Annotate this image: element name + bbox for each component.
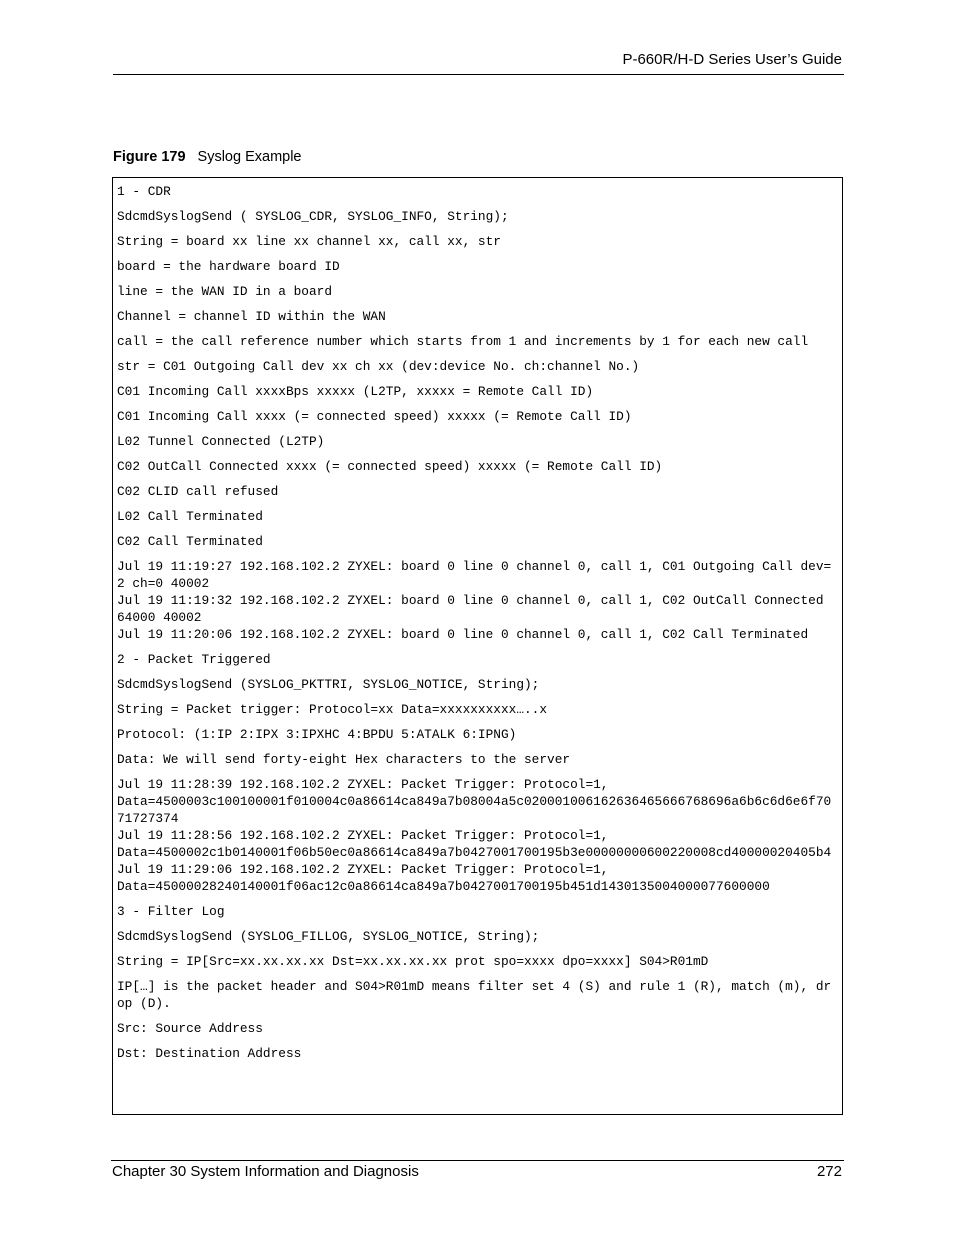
code-line: C02 OutCall Connected xxxx (= connected speed) xxxxx (= Remote Call ID): [117, 459, 663, 474]
code-line: line = the WAN ID in a board: [117, 284, 333, 299]
code-line: String = board xx line xx channel xx, call xx, str: [117, 234, 501, 249]
code-line: L02 Call Terminated: [117, 509, 263, 524]
code-line: 3 - Filter Log: [117, 904, 225, 919]
figure-caption: [113, 149, 302, 165]
code-line: Data: We will send forty-eight Hex characters to the server: [117, 752, 571, 767]
code-line: Channel = channel ID within the WAN: [117, 309, 386, 324]
code-line: Src: Source Address: [117, 1021, 263, 1036]
code-line: String = Packet trigger: Protocol=xx Data=xxxxxxxxxx…..x: [117, 702, 548, 717]
code-line: call = the call reference number which starts from 1 and increments by 1 for each new call: [117, 334, 809, 349]
code-line: Jul 19 11:19:27 192.168.102.2 ZYXEL: board 0 line 0 channel 0, call 1, C01 Outgoing Call dev=2 ch=0 40002 Jul 19 11:19:32 192.168.102.2 ZYXEL: board 0 line 0 channel 0, call 1, C02 OutCall Connected 64000 40002 Jul 19 11:20:06 192.168.102.2 ZYXEL: board 0 line 0 channel 0, call 1, C02 Call Terminated: [117, 559, 832, 642]
chapter-title: Chapter 30 System Information and Diagnosis: [112, 1163, 419, 1180]
code-line: SdcmdSyslogSend ( SYSLOG_CDR, SYSLOG_INFO, String);: [117, 209, 509, 224]
syslog-code-box: [112, 177, 843, 1115]
figure-title: Syslog Example: [197, 149, 302, 165]
code-line: IP[…] is the packet header and S04>R01mD means filter set 4 (S) and rule 1 (R), match (m), drop (D).: [117, 979, 832, 1011]
code-line: C02 Call Terminated: [117, 534, 263, 549]
code-line: String = IP[Src=xx.xx.xx.xx Dst=xx.xx.xx.xx prot spo=xxxx dpo=xxxx] S04>R01mD: [117, 954, 709, 969]
code-line: board = the hardware board ID: [117, 259, 340, 274]
code-line: Jul 19 11:28:39 192.168.102.2 ZYXEL: Packet Trigger: Protocol=1, Data=4500003c100100001f010004c0a86614ca849a7b08004a5c020001006162636465666768696a6b6c6d6e6f7071727374 Jul 19 11:28:56 192.168.102.2 ZYXEL: Packet Trigger: Protocol=1, Data=4500002c1b0140001f06b50ec0a86614ca849a7b0427001700195b3e00000000600220008cd40000020405b4 Jul 19 11:29:06 192.168.102.2 ZYXEL: Packet Trigger: Protocol=1, Data=45000028240140001f06ac12c0a86614ca849a7b0427001700195b451d1430135004000077600000: [117, 777, 832, 894]
page-footer: [111, 1160, 844, 1185]
code-line: L02 Tunnel Connected (L2TP): [117, 434, 325, 449]
code-line: C01 Incoming Call xxxx (= connected speed) xxxxx (= Remote Call ID): [117, 409, 632, 424]
code-line: 2 - Packet Triggered: [117, 652, 271, 667]
code-line: SdcmdSyslogSend (SYSLOG_FILLOG, SYSLOG_NOTICE, String);: [117, 929, 540, 944]
code-line: Protocol: (1:IP 2:IPX 3:IPXHC 4:BPDU 5:ATALK 6:IPNG): [117, 727, 517, 742]
page-number: 272: [816, 1163, 842, 1180]
page-header: [113, 48, 844, 75]
code-line: C02 CLID call refused: [117, 484, 279, 499]
code-line: Dst: Destination Address: [117, 1046, 302, 1061]
code-line: SdcmdSyslogSend (SYSLOG_PKTTRI, SYSLOG_NOTICE, String);: [117, 677, 540, 692]
guide-title: P-660R/H-D Series User’s Guide: [622, 51, 842, 68]
code-line: C01 Incoming Call xxxxBps xxxxx (L2TP, xxxxx = Remote Call ID): [117, 384, 594, 399]
code-line: str = C01 Outgoing Call dev xx ch xx (dev:device No. ch:channel No.): [117, 359, 640, 374]
figure-number: Figure 179: [113, 149, 186, 165]
code-line: 1 - CDR: [117, 184, 171, 199]
